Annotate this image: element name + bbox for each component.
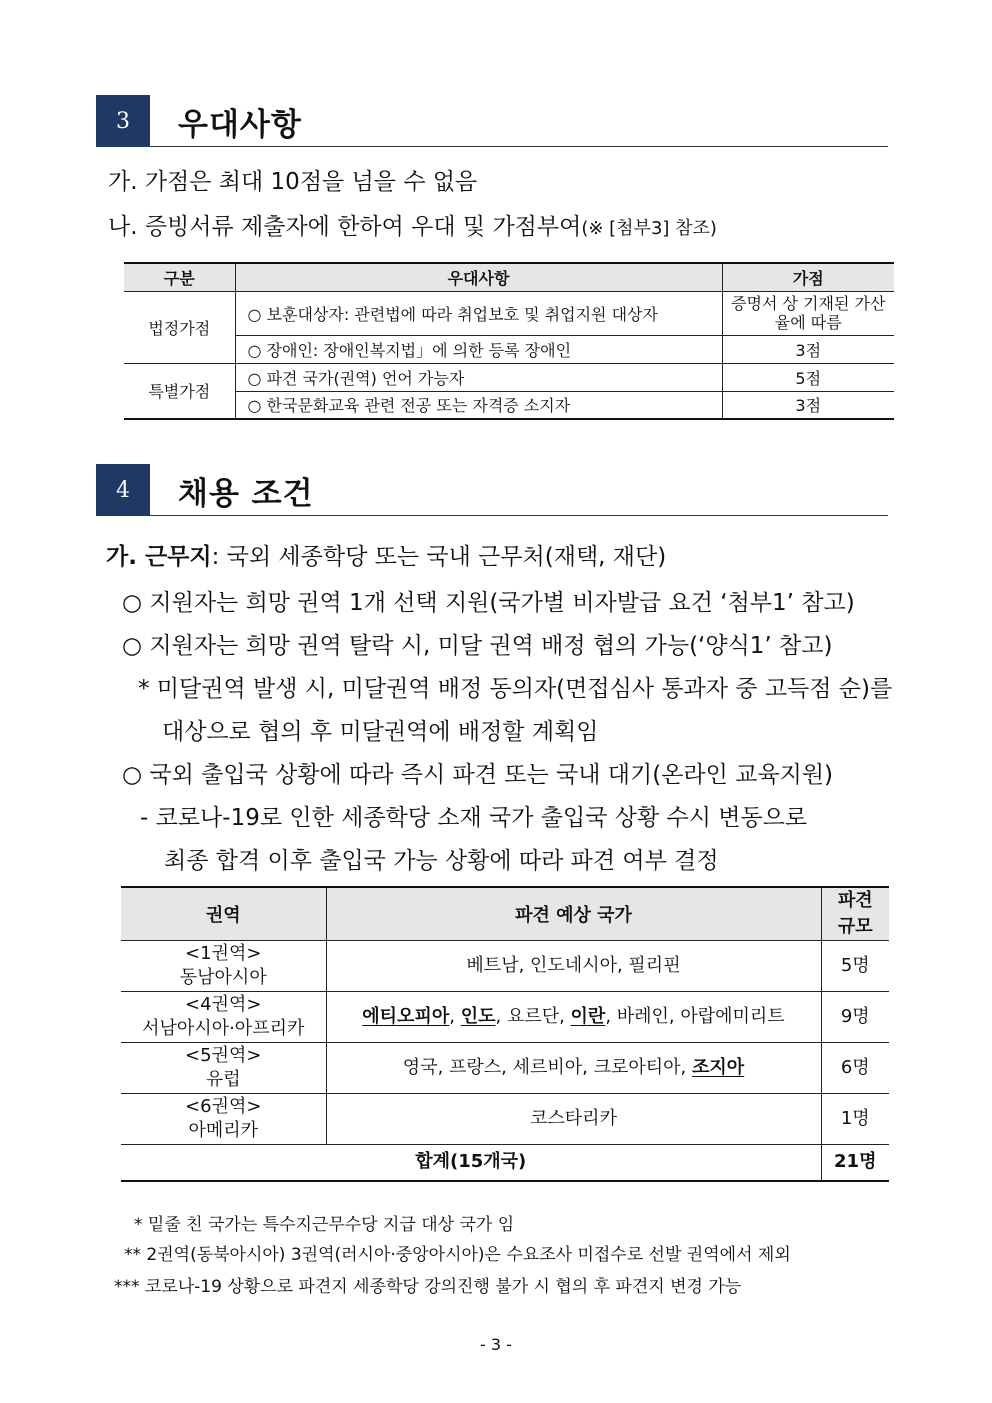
header-region: 권역 [121,887,326,941]
region-cell [121,992,326,1043]
table-header-row [124,263,894,291]
row-points: 3점 [722,391,894,419]
region-cell [121,941,326,992]
countries-cell: 코스타리카 [326,1094,821,1145]
size-cell: 1명 [821,1094,889,1145]
header-category: 구분 [124,263,235,291]
header-size [821,887,889,941]
bullet-1: ○ 지원자는 희망 권역 1개 선택 지원(국가별 비자발급 요건 ‘첨부1’ 참고) [122,590,855,616]
workplace-label: 가. 근무지 [106,544,212,570]
group-special: 특별가점 [124,363,235,419]
size-cell: 9명 [821,992,889,1043]
section-4-header [96,464,888,516]
region-number: <1권역> [185,943,262,964]
table-row [121,1094,889,1145]
region-name: 서남아시아·아프리카 [142,1018,305,1039]
page-number: - 3 - [480,1335,512,1354]
countries-cell [326,992,821,1043]
total-label: 합계(15개국) [121,1145,821,1181]
header-size-line1: 파견 [837,890,873,911]
region-number: <4권역> [185,994,262,1015]
region-name: 아메리카 [188,1120,259,1141]
region-cell [121,1094,326,1145]
row-points: 3점 [722,335,894,363]
row-item: ○ 보훈대상자: 관련법에 따라 취업보호 및 취업지원 대상자 [235,291,722,335]
header-countries: 파견 예상 국가 [326,887,821,941]
workplace-line [106,538,666,571]
row-item: ○ 파견 국가(권역) 언어 가능자 [235,363,722,391]
table-row [124,291,894,335]
countries-plain: 영국, 프랑스, 세르비아, 크로아티아, [402,1057,693,1078]
item-na-note: (※ [첨부3] 참조) [581,218,717,239]
section-4-title: 채용 조건 [178,476,314,512]
table-row [124,391,894,419]
separator: , 바레인, 아랍에미리트 [605,1006,785,1027]
table-row [121,992,889,1043]
header-size-line2: 규모 [837,916,873,937]
countries-cell: 베트남, 인도네시아, 필리핀 [326,941,821,992]
region-table [121,886,889,1182]
region-number: <5권역> [185,1045,262,1066]
group-legal: 법정가점 [124,291,235,363]
region-cell [121,1043,326,1094]
row-item: ○ 장애인: 장애인복지법」에 의한 등록 장애인 [235,335,722,363]
region-name: 동남아시아 [179,967,267,988]
country-underlined: 인도 [460,1006,496,1027]
footnote-2: ** 2권역(동북아시아) 3권역(러시아·중앙아시아)은 수요조사 미접수로 선발 권역에서 제외 [124,1245,791,1265]
preference-table [124,262,894,420]
total-size: 21명 [821,1145,889,1181]
bullet-3: ○ 국외 출입국 상황에 따라 즉시 파견 또는 국내 대기(온라인 교육지원) [122,762,834,788]
table-row [124,335,894,363]
item-na-text: 나. 증빙서류 제출자에 한하여 우대 및 가점부여 [108,214,582,240]
header-preference: 우대사항 [235,263,722,291]
country-underlined: 조지아 [692,1057,745,1078]
table-row [124,363,894,391]
size-cell: 5명 [821,941,889,992]
separator: , [449,1006,461,1027]
table-header-row [121,887,889,941]
item-ga: 가. 가점은 최대 10점을 넘을 수 없음 [108,169,478,195]
dash-note-2: 최종 합격 이후 출입국 가능 상황에 따라 파견 여부 결정 [164,848,719,874]
footnote-1: * 밑줄 친 국가는 특수지근무수당 지급 대상 국가 임 [134,1215,515,1235]
dash-note-1: - 코로나-19로 인한 세종학당 소재 국가 출입국 상황 수시 변동으로 [140,805,808,831]
section-4-number: 4 [96,464,150,516]
separator: , 요르단, [495,1006,571,1027]
table-row [121,1043,889,1094]
table-row [121,941,889,992]
section-3-title: 우대사항 [178,107,302,143]
total-row [121,1145,889,1181]
star-note-1: * 미달권역 발생 시, 미달권역 배정 동의자(면접심사 통과자 중 고득점 순)를 [138,676,893,702]
item-na [108,208,717,241]
section-3-number: 3 [96,95,150,147]
footnote-3: *** 코로나-19 상황으로 파견지 세종학당 강의진행 불가 시 협의 후 파견지 변경 가능 [114,1277,742,1297]
header-points: 가점 [722,263,894,291]
size-cell: 6명 [821,1043,889,1094]
row-points: 증명서 상 기재된 가산율에 따름 [722,291,894,335]
region-name: 유럽 [205,1069,241,1090]
row-item: ○ 한국문화교육 관련 전공 또는 자격증 소지자 [235,391,722,419]
workplace-text: : 국외 세종학당 또는 국내 근무처(재택, 재단) [211,544,667,570]
country-underlined: 에티오피아 [362,1006,450,1027]
bullet-2: ○ 지원자는 희망 권역 탈락 시, 미달 권역 배정 협의 가능(‘양식1’ 참고) [122,633,833,659]
row-points: 5점 [722,363,894,391]
country-underlined: 이란 [570,1006,606,1027]
section-3-header [96,95,888,147]
region-number: <6권역> [185,1096,262,1117]
countries-cell [326,1043,821,1094]
star-note-2: 대상으로 협의 후 미달권역에 배정할 계획임 [162,719,599,745]
